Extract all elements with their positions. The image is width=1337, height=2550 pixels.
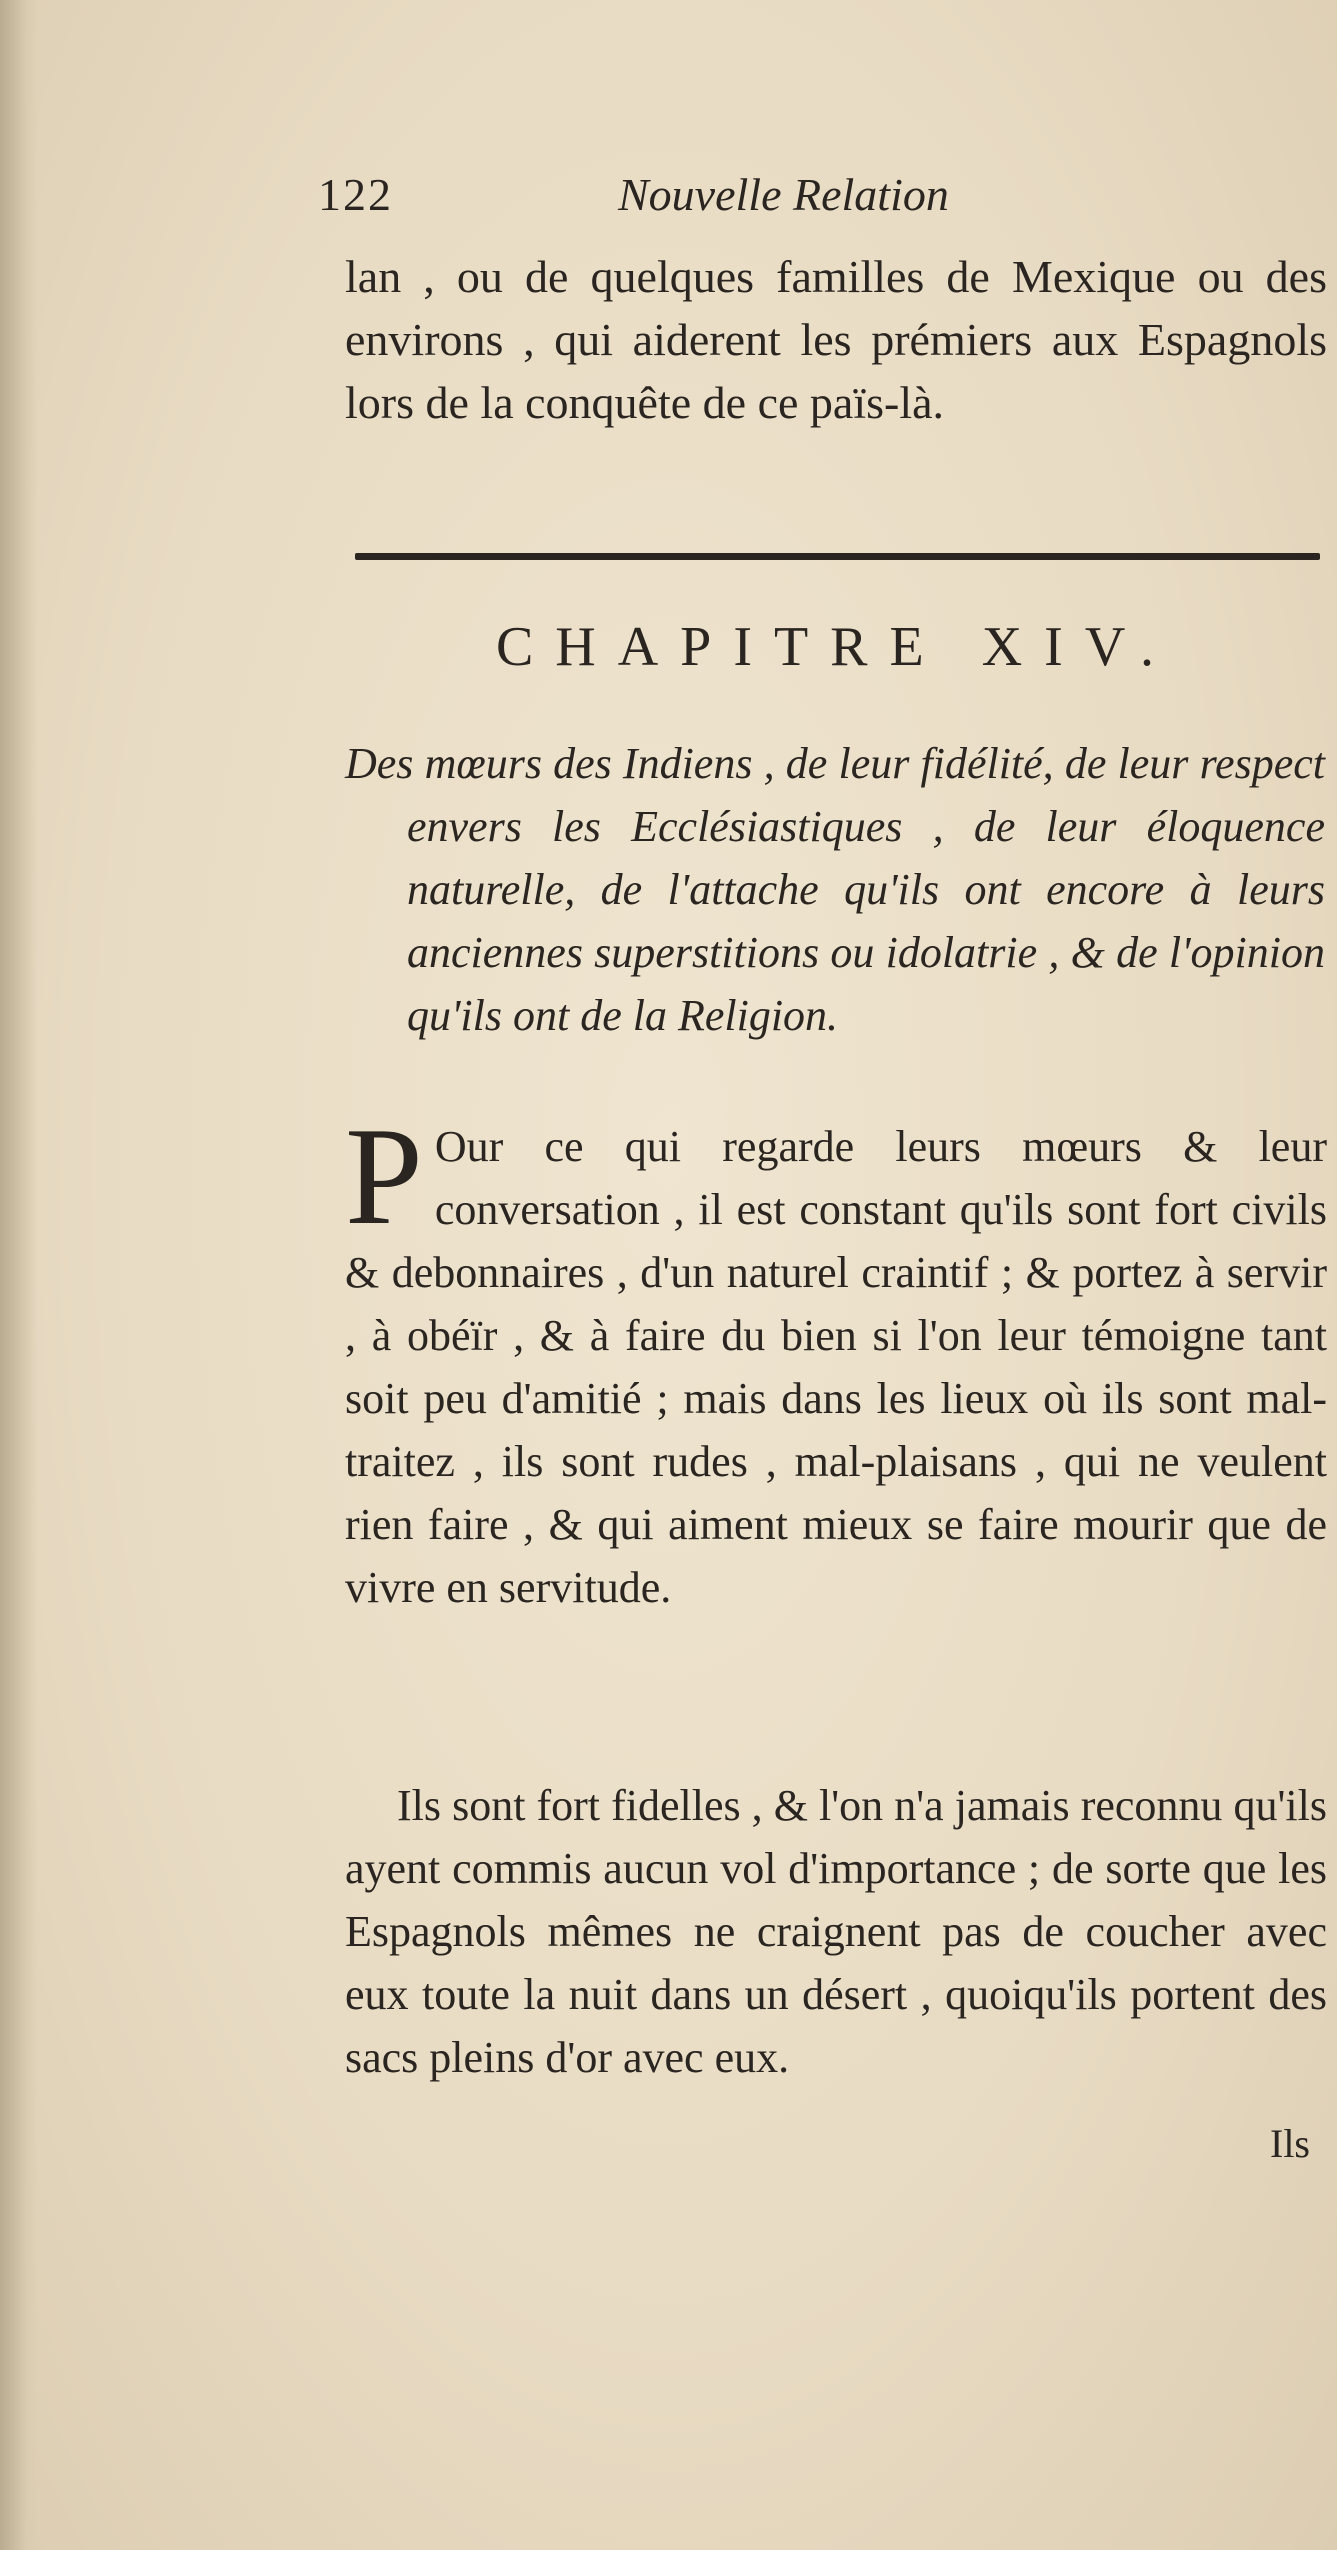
continued-paragraph: lan , ou de quelques familles de Mexique ou des environs , qui aiderent les prémiers aux Espagnols lors de la conquête de ce païs-là.: [345, 251, 1327, 428]
page-number: 122: [318, 169, 393, 220]
chapter-divider-rule: [355, 553, 1320, 560]
running-title: Nouvelle Relation: [618, 169, 949, 220]
paragraph-1: [345, 1099, 1327, 1619]
page-gutter-shadow: [0, 0, 38, 2550]
paragraph-1-text: Our ce qui regarde leurs mœurs & leur conversation , il est constant qu'ils sont fort civils & debonnaires , d'un naturel craintif ; & portez à servir , à obéïr , & à faire du bien si l'on leur témoigne tant soit peu d'amitié ; mais dans les lieux où ils sont mal-traitez , ils sont rudes , mal-plaisans , qui ne veulent rien faire , & qui aiment mieux se faire mourir que de vivre en servitude.: [345, 1122, 1327, 1612]
chapter-summary: Des mœurs des Indiens , de leur fidélité, de leur respect envers les Ecclésiastiques , de leur éloquence naturelle, de l'attache qu'ils ont encore à leurs anciennes superstitions ou idolatrie , & de l'opinion qu'ils ont de la Religion.: [345, 739, 1325, 1040]
paragraph-2: Ils sont fort fidelles , & l'on n'a jamais reconnu qu'ils ayent commis aucun vol d'importance ; de sorte que les Espagnols mêmes ne craignent pas de coucher avec eux toute la nuit dans un désert , quoiqu'ils portent des sacs pleins d'or avec eux.: [345, 1781, 1327, 2082]
chapter-title: CHAPITRE XIV.: [495, 616, 1177, 678]
page-header: [318, 168, 1118, 238]
drop-cap: P: [345, 1099, 423, 1254]
catchword: Ils: [1270, 2121, 1310, 2166]
